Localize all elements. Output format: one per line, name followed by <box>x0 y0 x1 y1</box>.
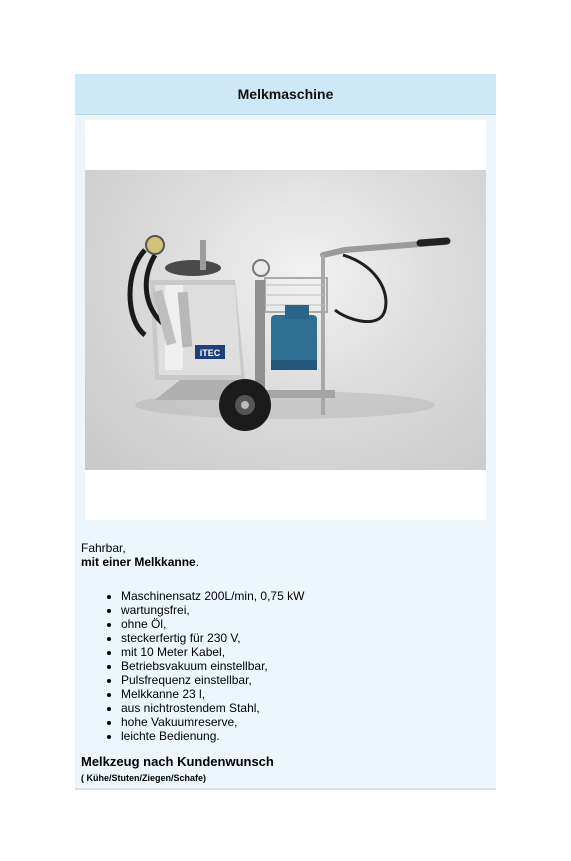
list-item: • Melkkanne 23 l, <box>121 687 486 701</box>
intro-line-2 <box>81 555 486 569</box>
product-description <box>81 541 486 785</box>
intro-suffix: . <box>195 555 200 569</box>
list-item: • aus nichtrostendem Stahl, <box>121 701 486 715</box>
list-item: • wartungsfrei, <box>121 603 486 617</box>
product-panel <box>75 74 496 790</box>
list-item: • leichte Bedienung. <box>121 729 486 743</box>
melkzeug-note: ( Kühe/Stuten/Ziegen/Schafe) <box>81 773 207 783</box>
list-item: • Maschinensatz 200L/min, 0,75 kW <box>121 589 486 603</box>
intro-line-1: Fahrbar, <box>81 541 126 555</box>
milking-machine-photo <box>85 170 486 470</box>
intro-bold-text: mit einer Melkkanne <box>81 555 196 569</box>
list-item: • ohne Öl, <box>121 617 486 631</box>
brand-label: iTEC <box>199 348 221 358</box>
list-item: • mit 10 Meter Kabel, <box>121 645 486 659</box>
feature-list <box>81 589 486 743</box>
list-item: • Pulsfrequenz einstellbar, <box>121 673 486 687</box>
list-item: • steckerfertig für 230 V, <box>121 631 486 645</box>
melkzeug-heading: Melkzeug nach Kundenwunsch <box>81 754 274 769</box>
list-item: • Betriebsvakuum einstellbar, <box>121 659 486 673</box>
list-item: • hohe Vakuumreserve, <box>121 715 486 729</box>
product-photo-frame <box>85 120 486 520</box>
milking-machine-illustration <box>85 170 486 470</box>
page-title: Melkmaschine <box>75 74 496 115</box>
